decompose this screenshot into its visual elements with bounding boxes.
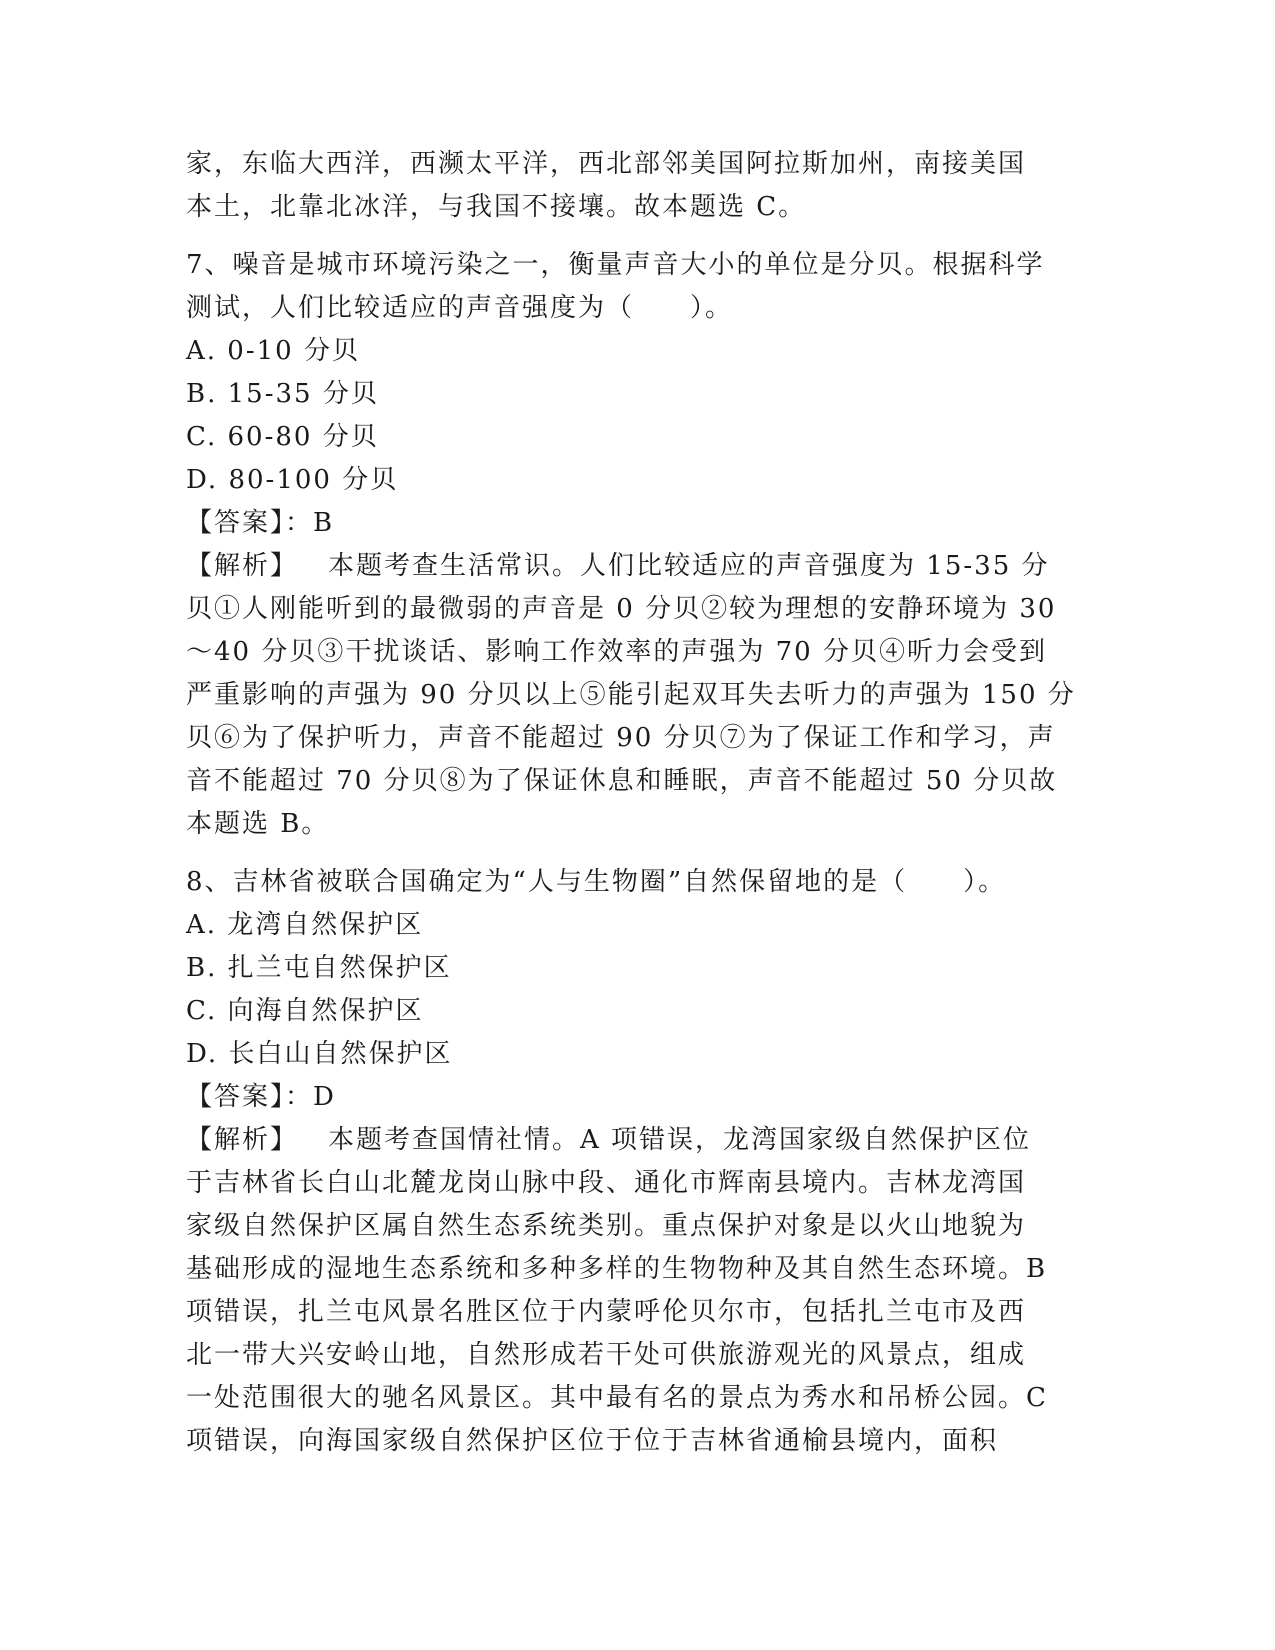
analysis-line: 贝①人刚能听到的最微弱的声音是 0 分贝②较为理想的安静环境为 30 bbox=[186, 594, 1057, 624]
question-8 bbox=[186, 861, 1086, 1463]
analysis-line: 基础形成的湿地生态系统和多种多样的生物物种及其自然生态环境。B bbox=[186, 1254, 1048, 1284]
answer-line: 【答案】：D bbox=[186, 1082, 336, 1112]
analysis-line: 项错误，向海国家级自然保护区位于位于吉林省通榆县境内，面积 bbox=[186, 1426, 999, 1456]
analysis-line: 一处范围很大的驰名风景区。其中最有名的景点为秀水和吊桥公园。C bbox=[186, 1383, 1048, 1413]
text-line: 本土，北靠北冰洋，与我国不接壤。故本题选 C。 bbox=[186, 192, 807, 222]
analysis-first-line bbox=[186, 1119, 1086, 1162]
analysis-line: 于吉林省长白山北麓龙岗山脉中段、通化市辉南县境内。吉林龙湾国 bbox=[186, 1168, 1027, 1198]
option-a: A. 龙湾自然保护区 bbox=[186, 910, 424, 940]
analysis-line: 北一带大兴安岭山地，自然形成若干处可供旅游观光的风景点，组成 bbox=[186, 1340, 1027, 1370]
option-a: A. 0-10 分贝 bbox=[186, 336, 360, 366]
analysis-first-line bbox=[186, 545, 1086, 588]
analysis-line: ～40 分贝③干扰谈话、影响工作效率的声强为 70 分贝④听力会受到 bbox=[186, 637, 1047, 667]
analysis-label: 【解析】 bbox=[186, 551, 299, 581]
analysis-text: 本题考查国情社情。A 项错误，龙湾国家级自然保护区位 bbox=[328, 1125, 1032, 1155]
analysis-line: 本题选 B。 bbox=[186, 809, 330, 839]
option-b: B. 扎兰屯自然保护区 bbox=[186, 953, 452, 983]
analysis-text: 本题考查生活常识。人们比较适应的声音强度为 15-35 分 bbox=[328, 551, 1050, 581]
option-d: D. 80-100 分贝 bbox=[186, 465, 399, 495]
analysis-line: 严重影响的声强为 90 分贝以上⑤能引起双耳失去听力的声强为 150 分 bbox=[186, 680, 1076, 710]
analysis-label: 【解析】 bbox=[186, 1125, 299, 1155]
question-7 bbox=[186, 244, 1086, 846]
document-page bbox=[186, 143, 1086, 1463]
question-stem: 8、吉林省被联合国确定为“人与生物圈”自然保留地的是（ ）。 bbox=[186, 867, 1007, 897]
analysis-line: 项错误，扎兰屯风景名胜区位于内蒙呼伦贝尔市，包括扎兰屯市及西 bbox=[186, 1297, 1027, 1327]
question-stem: 7、噪音是城市环境污染之一，衡量声音大小的单位是分贝。根据科学 bbox=[186, 250, 1045, 280]
analysis-line: 音不能超过 70 分贝⑧为了保证休息和睡眠，声音不能超过 50 分贝故 bbox=[186, 766, 1058, 796]
analysis-line: 家级自然保护区属自然生态系统类别。重点保护对象是以火山地貌为 bbox=[186, 1211, 1027, 1241]
option-b: B. 15-35 分贝 bbox=[186, 379, 379, 409]
option-c: C. 60-80 分贝 bbox=[186, 422, 379, 452]
answer-line: 【答案】：B bbox=[186, 508, 335, 538]
question-stem: 测试，人们比较适应的声音强度为（ ）。 bbox=[186, 293, 734, 323]
option-d: D. 长白山自然保护区 bbox=[186, 1039, 453, 1069]
option-c: C. 向海自然保护区 bbox=[186, 996, 424, 1026]
previous-question-analysis bbox=[186, 143, 1086, 229]
analysis-line: 贝⑥为了保护听力，声音不能超过 90 分贝⑦为了保证工作和学习，声 bbox=[186, 723, 1056, 753]
text-line: 家，东临大西洋，西濒太平洋，西北部邻美国阿拉斯加州，南接美国 bbox=[186, 149, 1027, 179]
